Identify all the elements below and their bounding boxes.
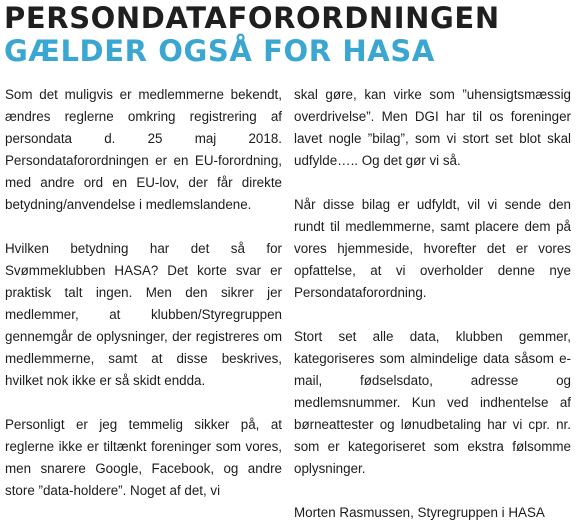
- paragraph-attachments: Når disse bilag er udfyldt, vil vi sende den rundt til medlemmerne, samt placere dem på vores hjemmeside, hvorefter det er vores opfattelse, at vi overholder denne nye Persondataforordning.: [294, 197, 571, 300]
- paragraph-continuation: skal gøre, kan virke som ”uhensigtsmæssig overdrivelse”. Men DGI har til os foreninger lavet nogle ”bilag”, som vi stort set blot skal udfylde….. Og det gør vi så.: [294, 87, 571, 168]
- article-body: [5, 84, 571, 520]
- text-column-2: [294, 84, 571, 520]
- article-headline: [4, 2, 574, 68]
- paragraph-opinion: Personligt er jeg temmelig sikker på, at reglerne ikke er tiltænkt foreninger som vores, men snarere Google, Facebook, og andre store ”data-holdere”. Noget af det, vi: [5, 417, 282, 498]
- paragraph-data-categories: Stort set alle data, klubben gemmer, kategoriseres som almindelige data såsom e-mail, fødselsdato, adresse og medlemsnummer. Kun ved indhentelse af børneattester og lønudbetaling har vi cpr. nr. som er kategoriseret som ekstra følsomme oplysninger.: [294, 329, 571, 476]
- headline-line-2: GÆLDER OGSÅ FOR HASA: [4, 34, 435, 68]
- author-signature: Morten Rasmussen, Styregruppen i HASA: [294, 505, 545, 520]
- paragraph-intro: Som det muligvis er medlemmerne bekendt, ændres reglerne omkring registrering af persondata d. 25 maj 2018. Persondataforordningen er en EU-forordning, med andre ord en EU-lov, der får direkte betydning/anvendelse i medlemslandene.: [5, 87, 282, 212]
- paragraph-significance: Hvilken betydning har det så for Svømmeklubben HASA? Det korte svar er praktisk talt ingen. Men den sikrer jer medlemmer, at klubben/Styregruppen gennemgår de oplysninger, der registreres om medlemmerne, samt at disse beskrives, hvilket nok ikke er så skidt endda.: [5, 241, 282, 388]
- text-column-1: [5, 84, 282, 498]
- headline-line-1: PERSONDATAFORORDNINGEN: [4, 1, 500, 35]
